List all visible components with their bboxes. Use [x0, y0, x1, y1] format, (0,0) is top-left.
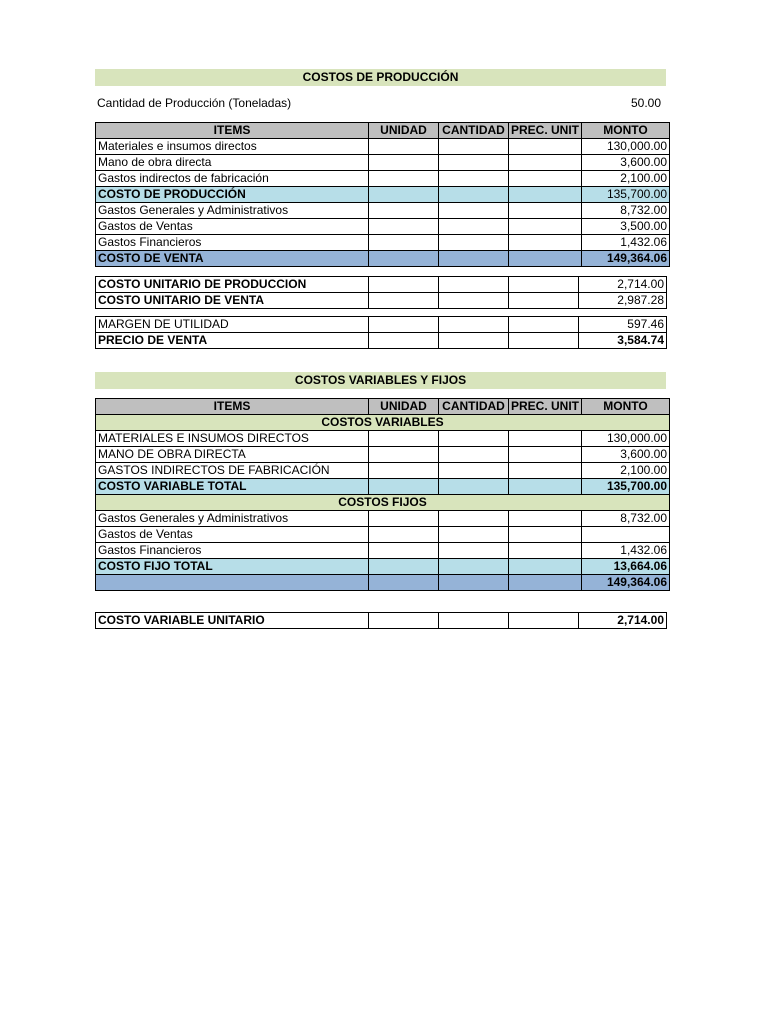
monto-cell: 149,364.06: [582, 575, 670, 591]
item-cell: COSTO FIJO TOTAL: [96, 559, 369, 575]
item-cell: Materiales e insumos directos: [96, 139, 369, 155]
subheader-label: COSTOS FIJOS: [96, 495, 670, 511]
monto-cell: 3,600.00: [582, 155, 670, 171]
section-title-costos-produccion: COSTOS DE PRODUCCIÓN: [95, 69, 666, 86]
item-cell: Gastos de Ventas: [96, 219, 369, 235]
section-title-costos-variables-fijos: COSTOS VARIABLES Y FIJOS: [95, 372, 666, 389]
table-row: [96, 277, 667, 293]
subtotal-row-costo-produccion: [96, 187, 670, 203]
price-table: [95, 316, 667, 349]
item-cell: PRECIO DE VENTA: [96, 333, 369, 349]
variable-fixed-cost-table: [95, 398, 670, 591]
subheader-costos-variables: [96, 415, 670, 431]
item-cell: Gastos Financieros: [96, 543, 369, 559]
header-monto: MONTO: [582, 399, 670, 415]
monto-cell: 3,600.00: [582, 447, 670, 463]
item-cell: Gastos de Ventas: [96, 527, 369, 543]
monto-cell: 597.46: [579, 317, 667, 333]
header-unidad: UNIDAD: [369, 123, 439, 139]
item-cell: COSTO DE PRODUCCIÓN: [96, 187, 369, 203]
item-cell: COSTO DE VENTA: [96, 251, 369, 267]
table-row: [96, 219, 670, 235]
header-items: ITEMS: [96, 399, 369, 415]
table-row: [96, 293, 667, 309]
total-row-costo-venta: [96, 251, 670, 267]
table-row: [96, 317, 667, 333]
table-row: [96, 203, 670, 219]
header-prec-unit: PREC. UNIT: [509, 123, 582, 139]
header-monto: MONTO: [582, 123, 670, 139]
table-row: [96, 155, 670, 171]
monto-cell: 3,584.74: [579, 333, 667, 349]
item-cell: Gastos indirectos de fabricación: [96, 171, 369, 187]
header-unidad: UNIDAD: [369, 399, 439, 415]
table-row: [96, 235, 670, 251]
table-row: [96, 447, 670, 463]
unit-cost-table: [95, 276, 667, 309]
subtotal-row-costo-variable-total: [96, 479, 670, 495]
monto-cell: 135,700.00: [582, 187, 670, 203]
monto-cell: [582, 527, 670, 543]
item-cell: COSTO VARIABLE TOTAL: [96, 479, 369, 495]
header-cantidad: CANTIDAD: [439, 123, 509, 139]
monto-cell: 135,700.00: [582, 479, 670, 495]
monto-cell: 2,714.00: [579, 613, 667, 629]
subheader-costos-fijos: [96, 495, 670, 511]
item-cell: COSTO UNITARIO DE PRODUCCION: [96, 277, 369, 293]
header-cantidad: CANTIDAD: [439, 399, 509, 415]
item-cell: Gastos Generales y Administrativos: [96, 203, 369, 219]
monto-cell: 2,714.00: [579, 277, 667, 293]
table-row: [96, 527, 670, 543]
item-cell: Gastos Generales y Administrativos: [96, 511, 369, 527]
table-header-row: [96, 123, 670, 139]
monto-cell: 1,432.06: [582, 235, 670, 251]
header-prec-unit: PREC. UNIT: [509, 399, 582, 415]
item-cell: GASTOS INDIRECTOS DE FABRICACIÓN: [96, 463, 369, 479]
table-header-row: [96, 399, 670, 415]
monto-cell: 149,364.06: [582, 251, 670, 267]
monto-cell: 2,100.00: [582, 171, 670, 187]
item-cell: [96, 575, 369, 591]
monto-cell: 3,500.00: [582, 219, 670, 235]
item-cell: MANO DE OBRA DIRECTA: [96, 447, 369, 463]
grand-total-row: [96, 575, 670, 591]
table-row: [96, 543, 670, 559]
subheader-label: COSTOS VARIABLES: [96, 415, 670, 431]
monto-cell: 130,000.00: [582, 431, 670, 447]
monto-cell: 1,432.06: [582, 543, 670, 559]
subtotal-row-costo-fijo-total: [96, 559, 670, 575]
unit-variable-cost-table: [95, 612, 667, 629]
production-quantity-value: 50.00: [630, 96, 661, 110]
table-row: [96, 463, 670, 479]
item-cell: MATERIALES E INSUMOS DIRECTOS: [96, 431, 369, 447]
production-quantity-row: [97, 96, 661, 112]
monto-cell: 8,732.00: [582, 511, 670, 527]
table-row: [96, 431, 670, 447]
table-row: [96, 333, 667, 349]
table-row: [96, 511, 670, 527]
table-row: [96, 171, 670, 187]
header-items: ITEMS: [96, 123, 369, 139]
monto-cell: 13,664.06: [582, 559, 670, 575]
production-cost-table: [95, 122, 670, 267]
item-cell: COSTO UNITARIO DE VENTA: [96, 293, 369, 309]
item-cell: Mano de obra directa: [96, 155, 369, 171]
table-row: [96, 139, 670, 155]
item-cell: Gastos Financieros: [96, 235, 369, 251]
monto-cell: 2,100.00: [582, 463, 670, 479]
monto-cell: 130,000.00: [582, 139, 670, 155]
monto-cell: 2,987.28: [579, 293, 667, 309]
production-quantity-label: Cantidad de Producción (Toneladas): [97, 96, 292, 110]
item-cell: COSTO VARIABLE UNITARIO: [96, 613, 369, 629]
table-row: [96, 613, 667, 629]
monto-cell: 8,732.00: [582, 203, 670, 219]
item-cell: MARGEN DE UTILIDAD: [96, 317, 369, 333]
